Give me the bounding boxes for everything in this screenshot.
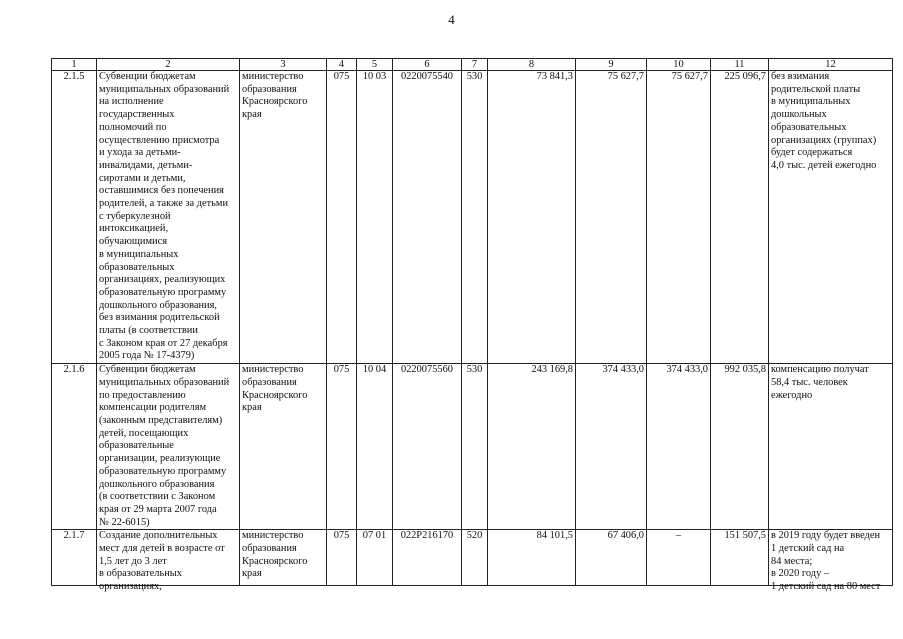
table-row	[52, 71, 893, 364]
row-amount-2021: –	[647, 530, 711, 586]
row-description: Создание дополнительных мест для детей в возрасте от 1,5 лет до 3 лет в образовательных организациях,	[99, 530, 225, 593]
row-section-code: 10 04	[357, 364, 393, 530]
col-header: 9	[576, 59, 647, 71]
row-amount-2019: 243 169,8	[488, 364, 576, 530]
row-amount-2020: 67 406,0	[576, 530, 647, 586]
row-number: 2.1.6	[52, 364, 97, 530]
row-description: Субвенции бюджетам муниципальных образований по предоставлению компенсации родителям (законным представителям) детей, посещающих образовательные организации, реализующие образовательную программу дошкольного образования (в соответствии с Законом края от 29 марта 2007 года № 22-6015)	[97, 364, 240, 530]
page-number: 4	[448, 12, 455, 27]
col-header: 12	[769, 59, 893, 71]
col-header: 5	[357, 59, 393, 71]
row-amount-2020: 374 433,0	[576, 364, 647, 530]
col-header: 2	[97, 59, 240, 71]
row-vr-code: 530	[462, 71, 488, 364]
row-grbs-code: 075	[327, 364, 357, 530]
row-expected-result: без взимания родительской платы в муниципальных дошкольных образовательных организациях (группах) будет содержаться 4,0 тыс. детей ежегодно	[769, 71, 893, 364]
row-amount-2021: 75 627,7	[647, 71, 711, 364]
col-header: 4	[327, 59, 357, 71]
row-amount-total: 151 507,5	[711, 530, 769, 586]
row-vr-code: 530	[462, 364, 488, 530]
col-header: 3	[240, 59, 327, 71]
row-amount-total: 225 096,7	[711, 71, 769, 364]
col-header: 10	[647, 59, 711, 71]
table-row	[52, 530, 893, 586]
col-header: 11	[711, 59, 769, 71]
row-agency: министерство образования Красноярского края	[240, 364, 327, 530]
row-amount-total: 992 035,8	[711, 364, 769, 530]
col-header: 1	[52, 59, 97, 71]
row-expected-result: компенсацию получат 58,4 тыс. человек ежегодно	[769, 364, 893, 530]
row-agency: министерство образования Красноярского края	[242, 530, 308, 580]
row-target-code: 0220075540	[393, 71, 462, 364]
row-grbs-code: 075	[327, 71, 357, 364]
row-target-code: 0220075560	[393, 364, 462, 530]
row-amount-2020: 75 627,7	[576, 71, 647, 364]
col-header: 7	[462, 59, 488, 71]
row-amount-2019: 84 101,5	[488, 530, 576, 586]
col-header: 8	[488, 59, 576, 71]
row-number: 2.1.5	[52, 71, 97, 364]
row-grbs-code: 075	[327, 530, 357, 586]
row-description: Субвенции бюджетам муниципальных образований на исполнение государственных полномочий по осуществлению присмотра и ухода за детьми- инвалидами, детьми- сиротами и детьми, оставшимися без попечения родителей, а также за детьми с туберкулезной интоксикацией, обучающимися в муниципальных образовательных организациях, реализующих образовательную программу дошкольного образования, без взимания родительской платы (в соответствии с Законом края от 27 декабря 2005 года № 17-4379)	[97, 71, 240, 364]
row-target-code: 022P216170	[393, 530, 462, 586]
row-section-code: 07 01	[357, 530, 393, 586]
table-row	[52, 364, 893, 530]
row-amount-2021: 374 433,0	[647, 364, 711, 530]
row-agency: министерство образования Красноярского края	[240, 71, 327, 364]
row-expected-result: в 2019 году будет введен 1 детский сад на 84 места; в 2020 году – 1 детский сад на 80 мест	[771, 530, 881, 593]
row-number: 2.1.7	[52, 530, 97, 586]
budget-table	[51, 58, 893, 593]
col-header: 6	[393, 59, 462, 71]
header-row	[52, 59, 893, 71]
row-section-code: 10 03	[357, 71, 393, 364]
row-vr-code: 520	[462, 530, 488, 586]
row-amount-2019: 73 841,3	[488, 71, 576, 364]
